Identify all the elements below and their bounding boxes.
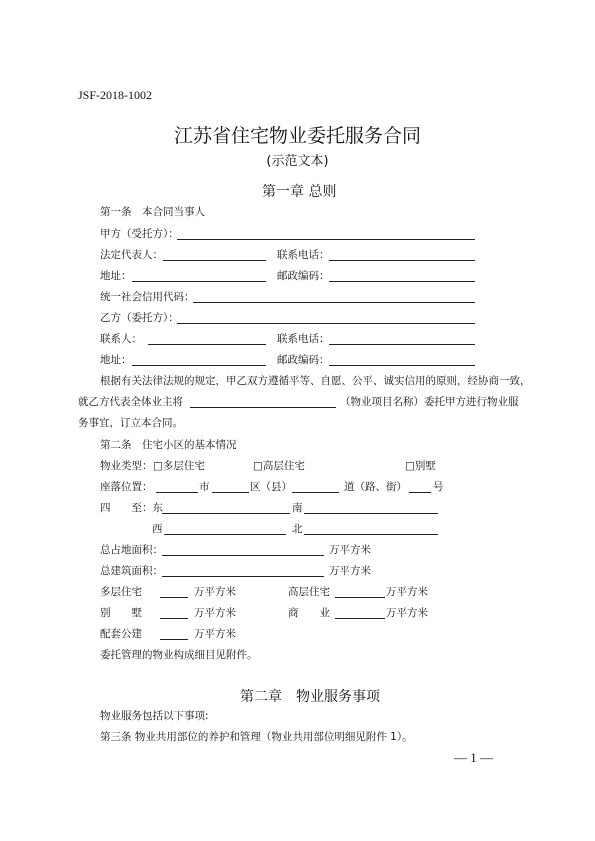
high-rise-blank[interactable] <box>335 597 385 598</box>
party-a-label: 甲方（受托方）： <box>100 228 179 240</box>
county-label: 区（县） <box>250 481 292 493</box>
phone-label: 联系电话： <box>277 249 330 261</box>
property-type-high-checkbox[interactable]: □高层住宅 <box>253 460 305 472</box>
number-blank[interactable] <box>409 492 431 493</box>
credit-code-blank[interactable] <box>193 302 475 303</box>
annex-note: 委托管理的物业构成细目见附件。 <box>100 649 258 661</box>
phone-blank[interactable] <box>329 260 475 261</box>
postcode2-blank[interactable] <box>329 365 475 366</box>
article1-heading: 第一条 本合同当事人 <box>100 206 205 218</box>
total-land-label: 总占地面积： <box>100 544 163 556</box>
chapter2-heading: 第二章 物业服务事项 <box>240 689 380 705</box>
number-label: 号 <box>433 481 444 493</box>
total-land-unit: 万平方米 <box>329 544 371 556</box>
road-blank[interactable] <box>292 492 339 493</box>
property-type-villa-checkbox[interactable]: □别墅 <box>405 460 436 472</box>
preamble-line1: 根据有关法律法规的规定，甲乙双方遵循平等、自愿、公平、诚实信用的原则，经协商一致， <box>100 375 531 387</box>
south-blank[interactable] <box>304 513 438 514</box>
preamble-line2a: 就乙方代表全体业主将 <box>78 396 183 408</box>
preamble-line2b: （物业项目名称）委托甲方进行物业服 <box>340 396 519 408</box>
phone2-label: 联系电话： <box>277 333 330 345</box>
preamble-line3: 务事宜，订立本合同。 <box>78 417 183 429</box>
article2-heading: 第二条 住宅小区的基本情况 <box>100 439 237 451</box>
phone2-blank[interactable] <box>329 344 475 345</box>
legal-rep-blank[interactable] <box>163 260 266 261</box>
postcode-blank[interactable] <box>329 281 475 282</box>
page-number: — 1 — <box>454 750 493 765</box>
chapter2-intro: 物业服务包括以下事项: <box>100 710 209 722</box>
multi-storey-label: 多层住宅 <box>100 586 142 598</box>
address-blank[interactable] <box>132 281 266 282</box>
location-label: 座落位置： <box>100 481 153 493</box>
article3-text: 第三条 物业共用部位的养护和管理（物业共用部位明细见附件 1）。 <box>100 731 413 743</box>
credit-code-label: 统一社会信用代码： <box>100 291 195 303</box>
multi-storey-blank[interactable] <box>160 597 188 598</box>
contact-label: 联系人： <box>100 333 142 345</box>
postcode-label: 邮政编码： <box>277 270 330 282</box>
project-name-blank[interactable] <box>190 407 336 408</box>
north-label: 北 <box>292 523 303 535</box>
document-subtitle: (示范文本) <box>266 154 329 169</box>
south-label: 南 <box>292 502 303 514</box>
west-label: 西 <box>152 523 163 535</box>
total-build-blank[interactable] <box>162 576 324 577</box>
west-blank[interactable] <box>164 534 286 535</box>
north-blank[interactable] <box>304 534 438 535</box>
property-type-label: 物业类型： <box>100 460 153 472</box>
boundaries-east-label: 四 至：东 <box>100 502 163 514</box>
east-blank[interactable] <box>162 513 290 514</box>
postcode2-label: 邮政编码： <box>277 354 330 366</box>
road-label: 道（路、街） <box>344 481 407 493</box>
high-rise-unit: 万平方米 <box>386 586 428 598</box>
villa-label: 别 墅 <box>100 607 142 619</box>
chapter1-heading: 第一章 总则 <box>262 184 337 200</box>
commercial-label: 商 业 <box>288 607 330 619</box>
multi-storey-unit: 万平方米 <box>194 586 236 598</box>
address-label: 地址： <box>100 270 132 282</box>
party-b-blank[interactable] <box>177 323 475 324</box>
party-b-label: 乙方（委托方）： <box>100 312 179 324</box>
support-facilities-blank[interactable] <box>160 639 188 640</box>
address2-label: 地址： <box>100 354 132 366</box>
address2-blank[interactable] <box>132 365 266 366</box>
commercial-blank[interactable] <box>335 618 385 619</box>
total-build-label: 总建筑面积： <box>100 565 163 577</box>
party-a-blank[interactable] <box>177 239 475 240</box>
commercial-unit: 万平方米 <box>386 607 428 619</box>
city-blank[interactable] <box>156 492 198 493</box>
document-title: 江苏省住宅物业委托服务合同 <box>173 125 421 147</box>
contact-blank[interactable] <box>148 344 266 345</box>
villa-blank[interactable] <box>160 618 188 619</box>
legal-rep-label: 法定代表人： <box>100 249 163 261</box>
city-label: 市 <box>199 481 210 493</box>
high-rise-label: 高层住宅 <box>288 586 330 598</box>
villa-unit: 万平方米 <box>194 607 236 619</box>
property-type-multi-checkbox[interactable]: □多层住宅 <box>153 460 205 472</box>
total-build-unit: 万平方米 <box>329 565 371 577</box>
county-blank[interactable] <box>212 492 249 493</box>
support-facilities-label: 配套公建 <box>100 628 142 640</box>
document-code: JSF-2018-1002 <box>78 88 153 102</box>
total-land-blank[interactable] <box>162 555 324 556</box>
support-facilities-unit: 万平方米 <box>194 628 236 640</box>
